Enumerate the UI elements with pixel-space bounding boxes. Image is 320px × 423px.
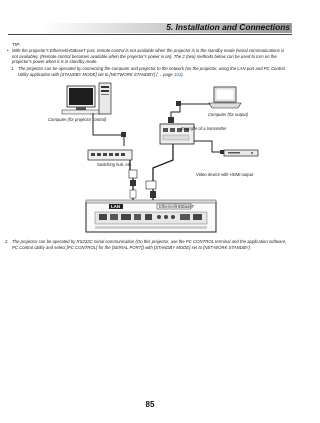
bullet: • xyxy=(7,48,9,53)
projector-icon xyxy=(86,200,216,232)
list-number-1: 1. xyxy=(11,66,15,71)
switching-hub-icon xyxy=(88,150,132,160)
desktop-computer-icon xyxy=(62,83,111,114)
section-title: 5. Installation and Connections xyxy=(166,22,290,32)
paragraph-standby-text: With the projector's Ethernet/HDBaseT port, remote control is not available when the projector is in the standby mode (serial communications is not available). (Remote control becomes available when the projector's power is on). The 2 (two) methods below can be used to turn on the projector's power when it is in standby mode. xyxy=(12,48,285,65)
laptop-icon xyxy=(209,87,241,108)
ethernet-port-label: Ethernet/HDBaseT xyxy=(159,204,195,209)
video-device-icon xyxy=(224,150,258,156)
page-link[interactable]: 101 xyxy=(173,71,182,77)
list-number-2: 2. xyxy=(5,239,9,244)
computer-output-label: Computer (for output) xyxy=(208,112,249,117)
hdmi-plug-icon xyxy=(168,117,174,123)
lan-port-label: LAN xyxy=(111,204,121,209)
computer-control-label: Computer (for projector control) xyxy=(48,117,107,122)
page-number: 85 xyxy=(145,400,155,409)
method-2-text: The projector can be operated by RS232C serial communication (On this projector, use the PC CONTROL terminal and the application software, PC Control Utility and select [PC CONTROL] for the [SERIAL PORT]) with [STANDBY MODE] set to [NET-WORK STANDBY]. xyxy=(12,239,287,250)
video-device-label: Video device with HDMI output xyxy=(196,172,254,177)
method-1-tail: ). xyxy=(181,71,184,77)
method-1-text: The projector can be operated by connecting the computer and projector to the network (on the projector, using the LAN port and PC Control Utility application with [STANDBY MODE] set to [NETWORK STANDBY] (→ page xyxy=(18,66,285,77)
hub-label: Switching hub, etc. xyxy=(97,162,133,167)
transmitter-label: Example of a transmitter xyxy=(181,126,227,131)
paragraph-method-2 xyxy=(5,239,290,250)
tip-label: TIP: xyxy=(12,42,21,47)
